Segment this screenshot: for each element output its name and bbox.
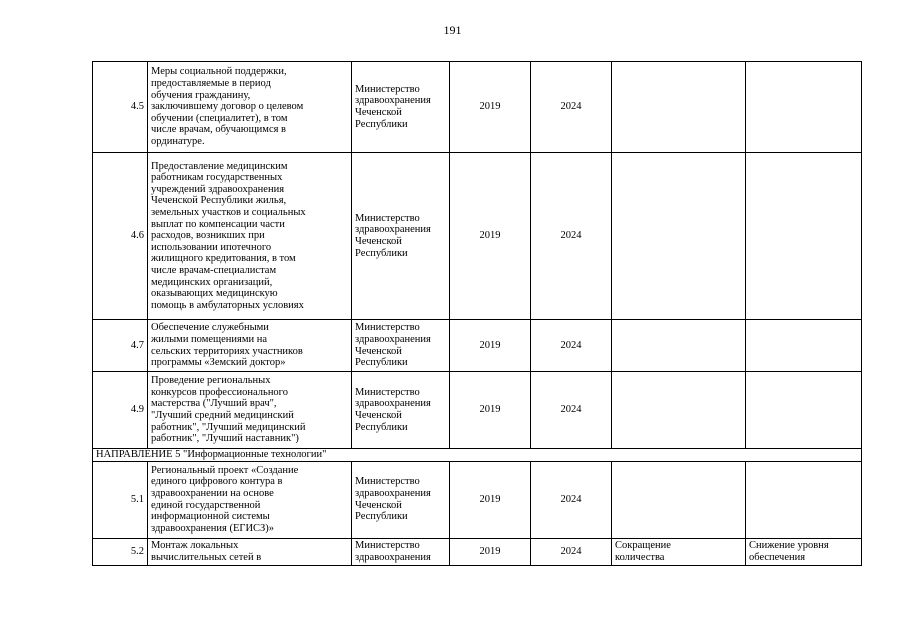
expected-result — [612, 62, 746, 153]
executor-line: Республики — [355, 118, 408, 130]
measure-name-line: Региональный проект «Создание — [151, 464, 299, 476]
executor-line: Министерство — [355, 476, 420, 488]
measures-table — [92, 61, 862, 566]
measure-name-line: обучения гражданину, — [151, 89, 251, 101]
table-row — [93, 153, 862, 320]
consequence — [746, 461, 862, 538]
measure-name-line: Меры социальной поддержки, — [151, 66, 287, 78]
measure-name — [148, 461, 352, 538]
measure-name-line: здравоохранения (ЕГИСЗ)» — [151, 522, 275, 534]
expected-result — [612, 538, 746, 565]
end-year: 2024 — [531, 372, 612, 449]
measure-name — [148, 62, 352, 153]
executor-line: Чеченской — [355, 107, 402, 118]
table-row — [93, 372, 862, 449]
start-year: 2019 — [450, 320, 531, 372]
measure-name-line: работник", "Лучший медицинский — [151, 421, 306, 433]
executor — [352, 62, 450, 153]
table-row — [93, 461, 862, 538]
measure-name-line: вычислительных сетей в — [151, 551, 262, 563]
measure-name-line: предоставляемые в период — [151, 78, 271, 90]
measure-name — [148, 320, 352, 372]
consequence — [746, 62, 862, 153]
start-year: 2019 — [450, 62, 531, 153]
executor-line: здравоохранения — [355, 333, 431, 345]
measure-name-line: числе врачам-специалистам — [151, 264, 277, 276]
start-year: 2019 — [450, 461, 531, 538]
executor-line: Республики — [355, 247, 408, 259]
start-year: 2019 — [450, 153, 531, 320]
executor-line: Министерство — [355, 540, 420, 551]
executor-line: Министерство — [355, 83, 420, 95]
measure-name-line: программы «Земский доктор» — [151, 357, 286, 369]
executor-line: здравоохранения — [355, 95, 431, 107]
measure-name-line: работник", "Лучший наставник") — [151, 433, 299, 445]
start-year: 2019 — [450, 538, 531, 565]
end-year: 2024 — [531, 62, 612, 153]
measure-number: 4.9 — [93, 372, 148, 449]
consequence — [746, 538, 862, 565]
executor-line: здравоохранения — [355, 224, 431, 236]
measure-name-line: мастерства ("Лучший врач", — [151, 398, 277, 410]
executor-line: здравоохранения — [355, 551, 431, 563]
measure-name-line: жилыми помещениями на — [151, 333, 268, 345]
measure-name-line: Монтаж локальных — [151, 540, 239, 551]
section-row — [93, 449, 862, 462]
measure-name-line: оказывающих медицинскую — [151, 288, 278, 300]
consequence — [746, 320, 862, 372]
measure-name-line: использовании ипотечного — [151, 241, 272, 253]
measure-name-line: обучении (специалитет), в том — [151, 112, 288, 124]
page-number: 191 — [443, 23, 462, 37]
expected-result — [612, 372, 746, 449]
consequence-line: Снижение уровня — [749, 540, 829, 551]
measure-name-line: выплат по компенсации части — [151, 218, 285, 230]
executor-line: здравоохранения — [355, 488, 431, 499]
end-year: 2024 — [531, 538, 612, 565]
measure-name-line: медицинских организаций, — [151, 276, 273, 288]
table-row — [93, 320, 862, 372]
expected-result-line: Сокращение — [615, 540, 671, 551]
executor — [352, 538, 450, 565]
measure-name-line: сельских территориях участников — [151, 345, 303, 357]
end-year: 2024 — [531, 461, 612, 538]
executor-line: Министерство — [355, 322, 420, 334]
executor-line: Чеченской — [355, 499, 402, 511]
measure-name-line: ординатуре. — [151, 135, 205, 147]
start-year: 2019 — [450, 372, 531, 449]
consequence — [746, 153, 862, 320]
measure-name-line: Проведение региональных — [151, 375, 271, 387]
expected-result-line: количества — [615, 551, 665, 563]
executor-line: Министерство — [355, 212, 420, 224]
executor-line: Чеченской — [355, 345, 402, 357]
measure-number: 4.7 — [93, 320, 148, 372]
measure-name-line: "Лучший средний медицинский — [151, 410, 294, 421]
table-row — [93, 62, 862, 153]
executor — [352, 461, 450, 538]
measure-number: 5.2 — [93, 538, 148, 565]
measure-name — [148, 372, 352, 449]
executor-line: Республики — [355, 421, 408, 433]
consequence-line: обеспечения — [749, 551, 806, 563]
measure-name-line: земельных участков и социальных — [151, 207, 306, 219]
measure-name — [148, 538, 352, 565]
section-heading: НАПРАВЛЕНИЕ 5 "Информационные технологии" — [93, 449, 862, 462]
measure-name-line: единой государственной — [151, 499, 261, 511]
measure-name-line: здравоохранении на основе — [151, 488, 274, 499]
executor — [352, 372, 450, 449]
executor — [352, 153, 450, 320]
measure-name-line: Предоставление медицинским — [151, 160, 288, 172]
expected-result — [612, 153, 746, 320]
measure-name-line: учреждений здравоохранения — [151, 183, 285, 195]
executor-line: Республики — [355, 357, 408, 369]
measure-name-line: Чеченской Республики жилья, — [151, 195, 287, 207]
measure-name-line: расходов, возникших при — [151, 230, 265, 242]
expected-result — [612, 461, 746, 538]
measure-number: 5.1 — [93, 461, 148, 538]
expected-result — [612, 320, 746, 372]
end-year: 2024 — [531, 320, 612, 372]
measure-name-line: помощь в амбулаторных условиях — [151, 299, 304, 311]
measure-name-line: числе врачам, обучающимся в — [151, 124, 287, 136]
end-year: 2024 — [531, 153, 612, 320]
measure-name-line: жилищного кредитования, в том — [151, 253, 296, 265]
measure-name-line: конкурсов профессионального — [151, 386, 288, 398]
executor — [352, 320, 450, 372]
measure-name-line: Обеспечение служебными — [151, 322, 269, 334]
measure-number: 4.6 — [93, 153, 148, 320]
measure-number: 4.5 — [93, 62, 148, 153]
table-row — [93, 538, 862, 565]
measure-name-line: работникам государственных — [151, 172, 283, 184]
executor-line: здравоохранения — [355, 398, 431, 410]
executor-line: Республики — [355, 511, 408, 523]
executor-line: Чеченской — [355, 410, 402, 421]
measure-name-line: единого цифрового контура в — [151, 476, 283, 488]
measure-name-line: информационной системы — [151, 511, 270, 523]
measure-name-line: заключившему договор о целевом — [151, 101, 304, 113]
executor-line: Чеченской — [355, 236, 402, 247]
consequence — [746, 372, 862, 449]
executor-line: Министерство — [355, 386, 420, 398]
measure-name — [148, 153, 352, 320]
